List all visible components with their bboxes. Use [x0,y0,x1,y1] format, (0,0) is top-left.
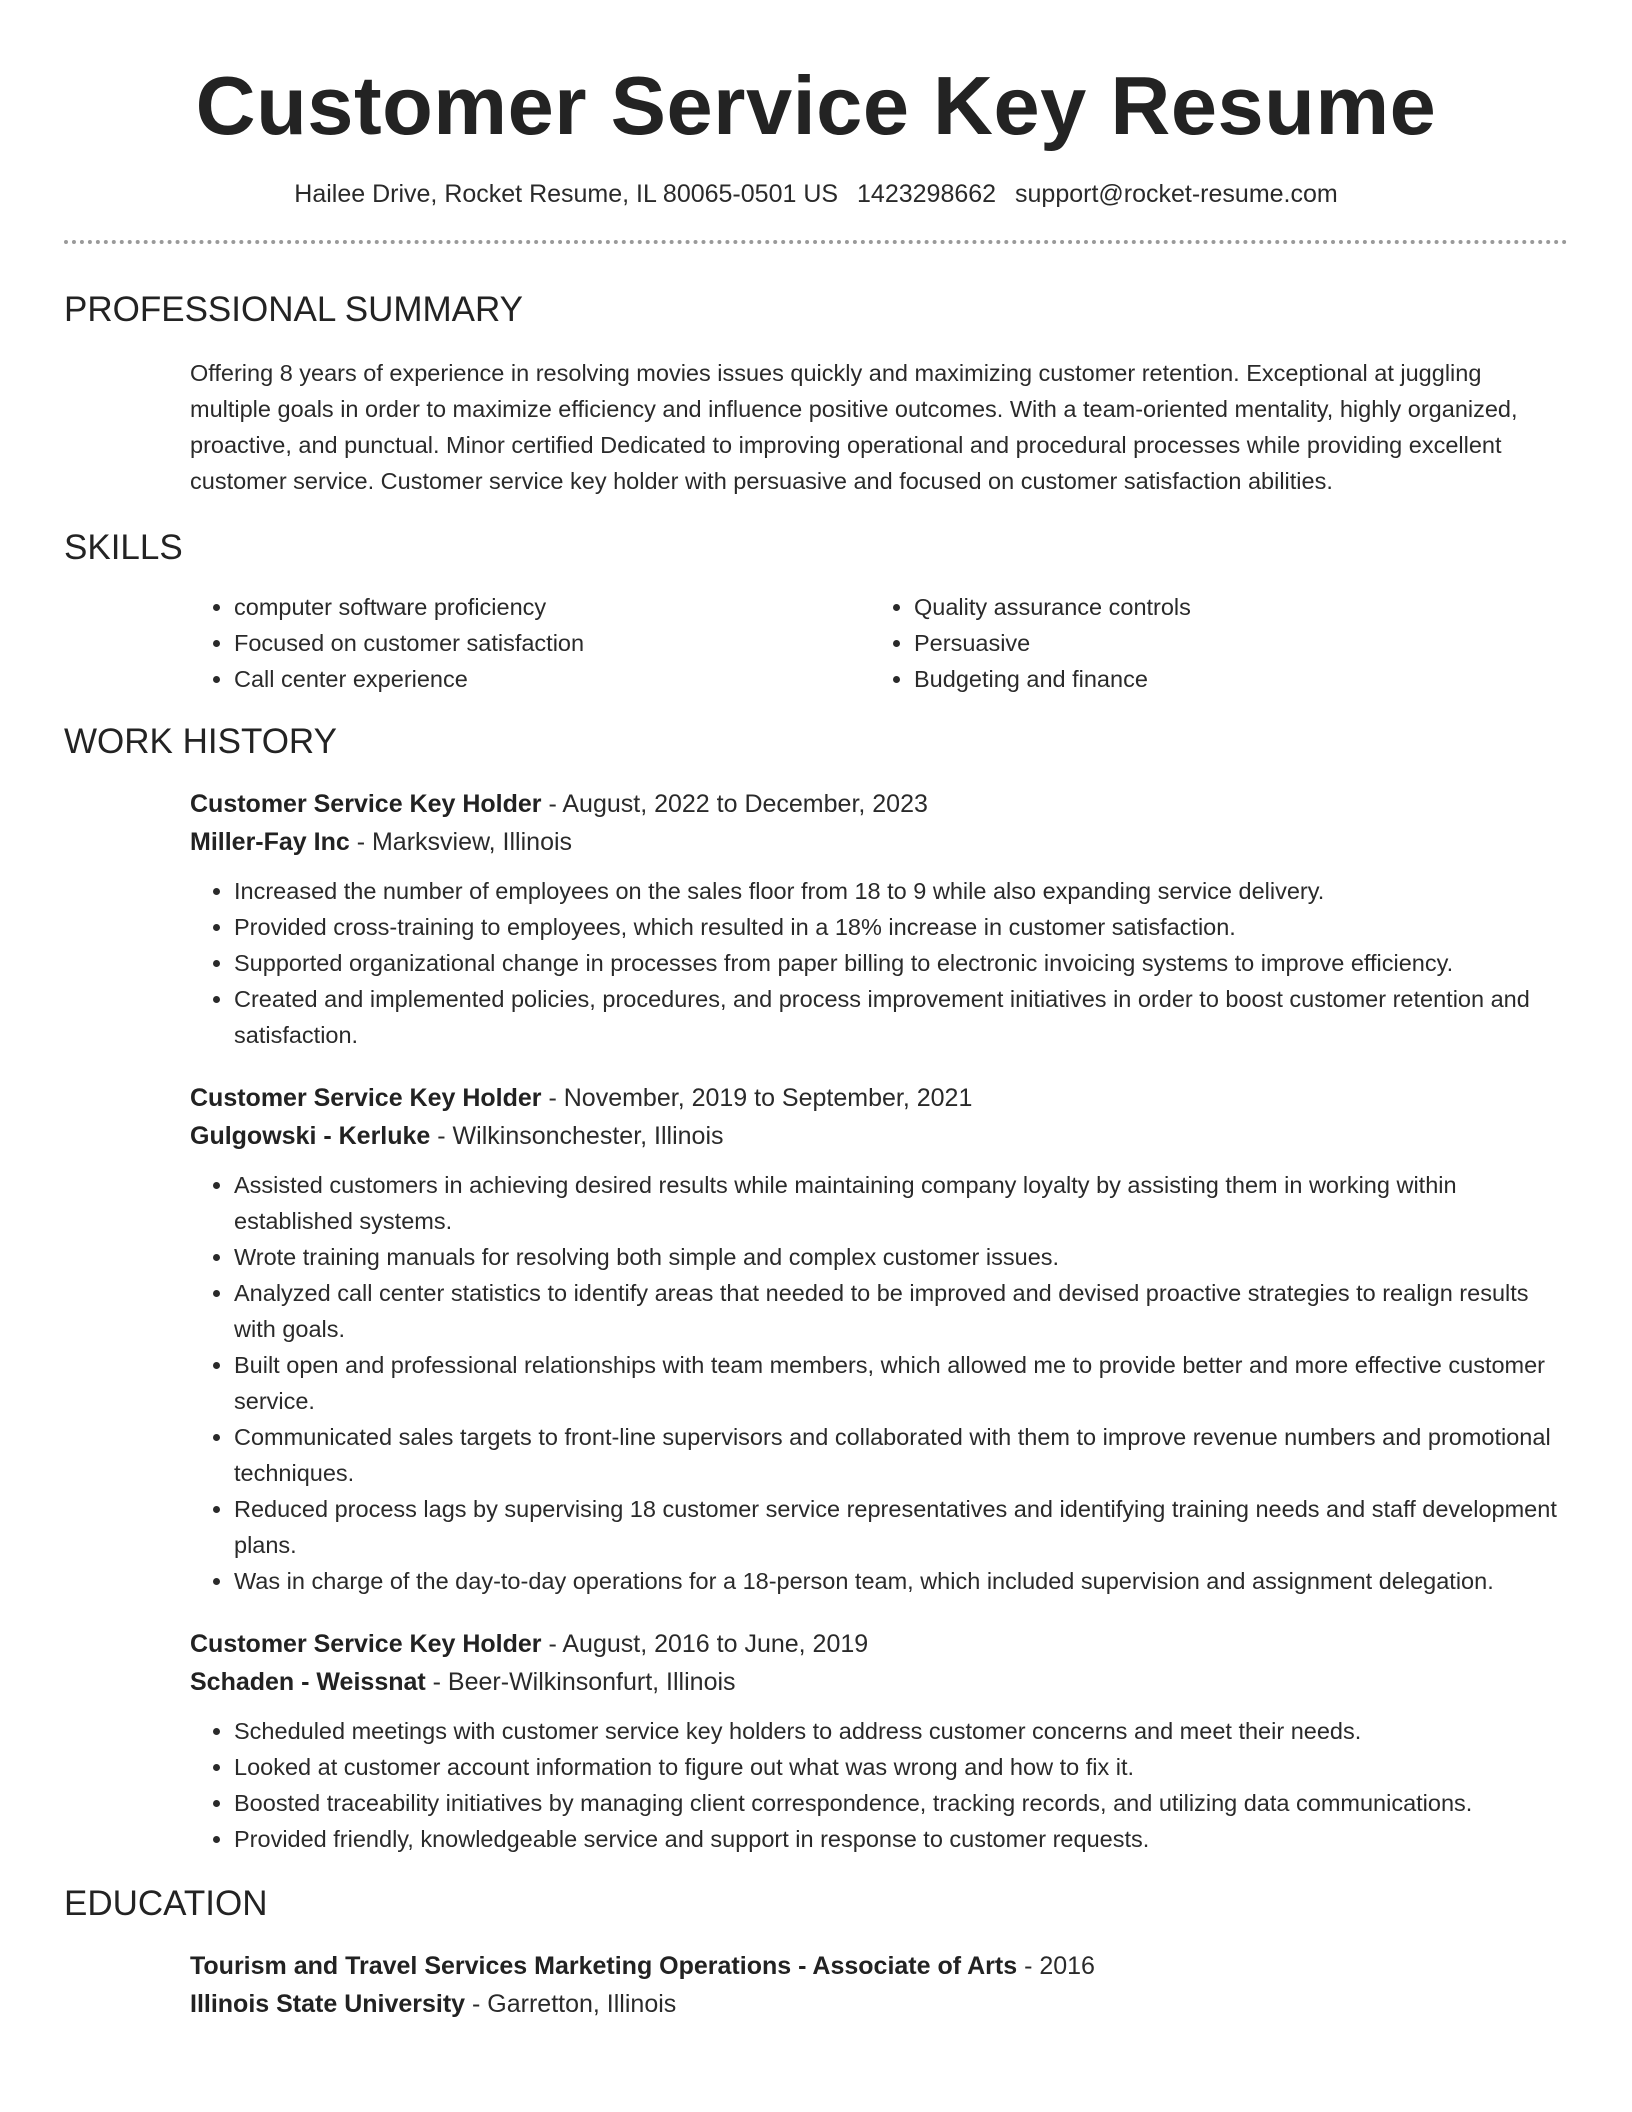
job-role: Customer Service Key Holder [190,1084,542,1112]
resume-page [64,0,1568,2023]
job-bullet: • Supported organizational change in processes from paper billing to electronic invoicing systems to improve efficiency. [234,945,1568,981]
job-dates: - November, 2019 to September, 2021 [541,1084,973,1112]
job-bullet: • Wrote training manuals for resolving both simple and complex customer issues. [234,1239,1568,1275]
education-school-line [190,1985,1568,2023]
job-bullet: • Provided friendly, knowledgeable service and support in response to customer requests. [234,1821,1568,1857]
skill-item: • Budgeting and finance [914,661,1550,697]
skills-column-right [870,589,1550,697]
job-title-line [190,785,1568,823]
skills-column-left [190,589,870,697]
job-dates: - August, 2016 to June, 2019 [541,1630,869,1658]
job-bullet: • Reduced process lags by supervising 18 customer service representatives and identifying training needs and staff development plans. [234,1491,1568,1563]
job-role: Customer Service Key Holder [190,790,542,818]
job-bullet: • Scheduled meetings with customer service key holders to address customer concerns and meet their needs. [234,1713,1568,1749]
job-location: - Marksview, Illinois [349,828,573,856]
job-company: Schaden - Weissnat [190,1668,426,1696]
education-program: Tourism and Travel Services Marketing Operations - Associate of Arts [190,1952,1018,1980]
job-bullet: • Analyzed call center statistics to identify areas that needed to be improved and devised proactive strategies to realign results with goals. [234,1275,1568,1347]
job-company-line [190,1663,1568,1701]
job-title-line [190,1079,1568,1117]
section-title-work-history: WORK HISTORY [64,722,337,761]
job-location: - Beer-Wilkinsonfurt, Illinois [425,1668,736,1696]
job-bullet: • Built open and professional relationships with team members, which allowed me to provide better and more effective customer service. [234,1347,1568,1419]
contact-line [64,178,1568,210]
summary-text: Offering 8 years of experience in resolving movies issues quickly and maximizing customer retention. Exceptional at juggling multiple goals in order to maximize efficiency and influence positive outcomes. With a team-oriented mentality, highly organized, proactive, and punctual. Minor certified Dedicated to improving operational and procedural processes while providing excellent customer service. Customer service key holder with persuasive and focused on customer satisfaction abilities. [190,360,1518,494]
header-divider [64,240,1568,244]
job-entry [190,785,1568,1053]
contact-address: Hailee Drive, Rocket Resume, IL 80065-0501 US [294,180,839,208]
contact-phone: 1423298662 [857,180,997,208]
job-bullet: • Increased the number of employees on the sales floor from 18 to 9 while also expanding service delivery. [234,873,1568,909]
job-entry [190,1079,1568,1599]
contact-email: support@rocket-resume.com [1015,180,1338,208]
job-role: Customer Service Key Holder [190,1630,542,1658]
skills-list [190,589,1568,697]
job-bullets [190,1713,1568,1857]
skill-item: • Call center experience [234,661,870,697]
skill-item: • Persuasive [914,625,1550,661]
section-title-summary: PROFESSIONAL SUMMARY [64,290,523,329]
education-school: Illinois State University [190,1990,466,2018]
job-bullet: • Communicated sales targets to front-line supervisors and collaborated with them to improve revenue numbers and promotional techniques. [234,1419,1568,1491]
job-location: - Wilkinsonchester, Illinois [430,1122,724,1150]
job-bullet: • Assisted customers in achieving desired results while maintaining company loyalty by assisting them in working within established systems. [234,1167,1568,1239]
job-company-line [190,823,1568,861]
resume-title: Customer Service Key Resume [195,59,1437,152]
education-year: - 2016 [1017,1952,1095,1980]
job-entry [190,1625,1568,1857]
job-bullets [190,873,1568,1053]
job-bullet: • Provided cross-training to employees, which resulted in a 18% increase in customer satisfaction. [234,909,1568,945]
section-title-education: EDUCATION [64,1884,268,1923]
skill-item: • Quality assurance controls [914,589,1550,625]
education-program-line [190,1947,1568,1985]
job-dates: - August, 2022 to December, 2023 [541,790,928,818]
job-bullet: • Was in charge of the day-to-day operations for a 18-person team, which included supervision and assignment delegation. [234,1563,1568,1599]
job-title-line [190,1625,1568,1663]
section-title-skills: SKILLS [64,528,183,567]
job-bullet: • Created and implemented policies, procedures, and process improvement initiatives in order to boost customer retention and satisfaction. [234,981,1568,1053]
job-company-line [190,1117,1568,1155]
job-bullets [190,1167,1568,1599]
education-entry [190,1947,1568,2023]
job-bullet: • Boosted traceability initiatives by managing client correspondence, tracking records, and utilizing data communications. [234,1785,1568,1821]
job-bullet: • Looked at customer account information to figure out what was wrong and how to fix it. [234,1749,1568,1785]
skill-item: • computer software proficiency [234,589,870,625]
job-company: Gulgowski - Kerluke [190,1122,431,1150]
education-location: - Garretton, Illinois [465,1990,677,2018]
skill-item: • Focused on customer satisfaction [234,625,870,661]
job-company: Miller-Fay Inc [190,828,350,856]
